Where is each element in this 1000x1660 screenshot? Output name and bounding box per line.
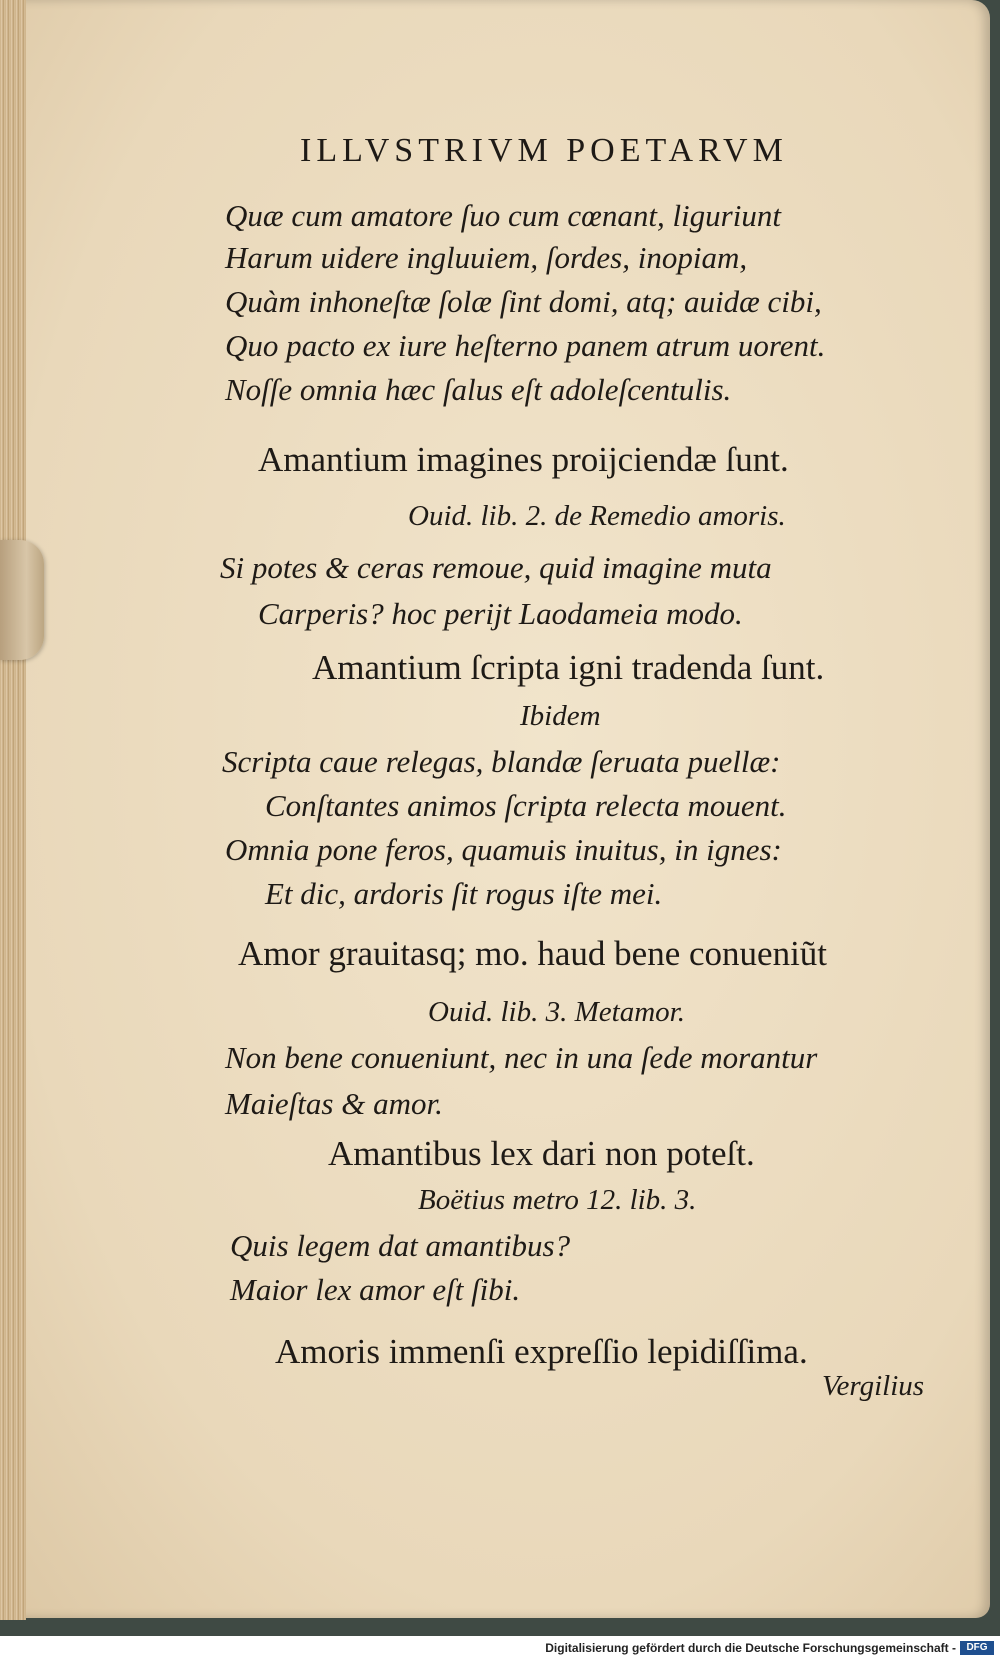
text-line: Quàm inhoneſtæ ſolæ ſint domi, atq; auidæ cibi, <box>225 284 822 319</box>
text-line: Quo pacto ex iure heſterno panem atrum uorent. <box>225 328 826 363</box>
text-line: Quis legem dat amantibus? <box>230 1228 571 1263</box>
page-header: ILLVSTRIVM POETARVM <box>300 132 788 169</box>
section-heading: Amantium imagines proijciendæ ſunt. <box>258 440 789 479</box>
citation: Ibidem <box>520 700 601 732</box>
text-line: Quæ cum amatore ſuo cum cœnant, liguriunt <box>225 198 781 233</box>
citation: Boëtius metro 12. lib. 3. <box>418 1184 697 1216</box>
text-line: Maieſtas & amor. <box>225 1086 443 1121</box>
text-line: Harum uidere ingluuiem, ſordes, inopiam, <box>225 240 748 275</box>
text-line: Si potes & ceras remoue, quid imagine muta <box>220 550 772 585</box>
page-edge <box>0 0 26 1620</box>
text-line: Omnia pone feros, quamuis inuitus, in ignes: <box>225 832 782 867</box>
citation: Vergilius <box>822 1370 925 1402</box>
text-line: Conſtantes animos ſcripta relecta mouent. <box>265 788 787 823</box>
section-heading: Amoris immenſi expreſſio lepidiſſima. <box>275 1332 808 1371</box>
citation: Ouid. lib. 2. de Remedio amoris. <box>408 500 786 532</box>
text-line: Maior lex amor eſt ſibi. <box>230 1272 521 1307</box>
section-heading: Amantium ſcripta igni tradenda ſunt. <box>312 648 825 687</box>
section-heading: Amor grauitasq; mo. haud bene conueniũt <box>238 934 828 973</box>
text-line: Non bene conueniunt, nec in una ſede morantur <box>225 1040 818 1075</box>
dfg-logo: DFG <box>960 1641 994 1655</box>
text-line: Et dic, ardoris ſit rogus iſte mei. <box>265 876 663 911</box>
book-clasp <box>0 540 44 660</box>
footer-credit: Digitalisierung gefördert durch die Deutsche Forschungsgemeinschaft - <box>545 1641 956 1655</box>
text-line: Carperis? hoc perijt Laodameia modo. <box>258 596 743 631</box>
text-line: Scripta caue relegas, blandæ ſeruata puellæ: <box>222 744 781 779</box>
citation: Ouid. lib. 3. Metamor. <box>428 996 685 1028</box>
section-heading: Amantibus lex dari non poteſt. <box>328 1134 755 1173</box>
text-line: Noſſe omnia hæc ſalus eſt adoleſcentulis. <box>225 372 732 407</box>
